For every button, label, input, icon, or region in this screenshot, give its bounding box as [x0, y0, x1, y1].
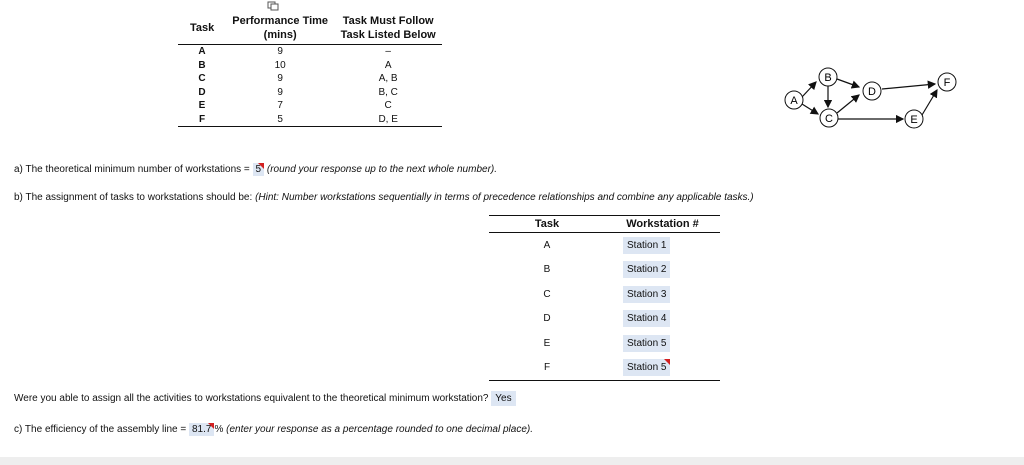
question-b-prefix: b) The assignment of tasks to workstations should be: — [14, 192, 256, 203]
question-a-hint: (round your response up to the next whole number). — [266, 164, 498, 175]
diagram-node-f — [938, 73, 956, 91]
table-row — [178, 59, 442, 73]
header-performance-time — [226, 12, 334, 45]
copy-icon[interactable] — [267, 1, 279, 11]
precedence-diagram — [770, 60, 970, 135]
header-time-line2: (mins) — [263, 29, 297, 41]
time-cell: 7 — [277, 100, 283, 111]
task-cell: E — [543, 337, 551, 349]
station-cell — [605, 282, 720, 307]
task-cell: E — [198, 100, 206, 111]
task-cell: F — [198, 113, 206, 125]
table-row — [178, 72, 442, 86]
diagram-node-c — [820, 109, 838, 127]
table-row — [178, 45, 442, 59]
follows-cell: – — [385, 46, 391, 57]
task-cell: A — [198, 46, 206, 57]
task-cell: B — [198, 59, 206, 71]
follows-cell: A, B — [378, 73, 398, 84]
svg-text:B: B — [824, 72, 832, 84]
question-b-hint: (Hint: Number workstations sequentially in terms of precedence relationships and combine any applicable tasks.) — [255, 192, 754, 203]
time-cell: 9 — [277, 46, 283, 57]
flag-icon — [258, 163, 264, 169]
table-row — [178, 113, 442, 127]
header-task: Task — [534, 218, 560, 230]
precedence-table — [178, 12, 442, 127]
table-row — [489, 233, 720, 258]
flag-icon — [208, 423, 214, 429]
svg-text:D: D — [868, 86, 876, 98]
task-cell: C — [198, 73, 206, 84]
table-row — [489, 331, 720, 356]
table-row — [489, 282, 720, 307]
station-answer[interactable]: Station 2 — [623, 261, 670, 278]
question-a-prefix: a) The theoretical minimum number of workstations = — [14, 164, 253, 175]
task-cell: A — [543, 239, 551, 251]
station-answer[interactable]: Station 5 — [623, 335, 670, 352]
header-follow-line1: Task Must Follow — [342, 15, 434, 27]
assignment-table — [489, 215, 720, 381]
table-row — [489, 258, 720, 283]
header-task: Task — [190, 22, 215, 34]
table-row — [489, 307, 720, 332]
time-cell: 9 — [277, 86, 283, 98]
diagram-node-d — [863, 82, 881, 100]
follows-cell: C — [384, 100, 392, 111]
svg-text:F: F — [943, 77, 951, 89]
time-cell: 5 — [277, 113, 283, 125]
time-cell: 9 — [277, 73, 283, 84]
header-task-must-follow — [334, 12, 442, 45]
svg-text:A: A — [790, 95, 798, 107]
assignment-table-header — [489, 216, 720, 233]
question-b — [14, 192, 754, 203]
station-cell — [605, 233, 720, 258]
station-answer[interactable]: Station 3 — [623, 286, 670, 303]
diagram-node-e — [905, 110, 923, 128]
header-workstation: Workstation # — [626, 218, 699, 230]
time-cell: 10 — [274, 59, 286, 71]
table-row — [489, 356, 720, 381]
station-cell — [605, 258, 720, 283]
footer-bar — [0, 457, 1024, 465]
question-c — [14, 423, 533, 436]
table-row — [178, 99, 442, 113]
station-answer[interactable]: Station 1 — [623, 237, 670, 254]
follows-cell: B, C — [378, 86, 398, 98]
assign-answer[interactable]: Yes — [491, 391, 515, 406]
svg-text:C: C — [825, 113, 833, 125]
svg-text:E: E — [910, 114, 918, 126]
diagram-node-a — [785, 91, 803, 109]
station-cell — [605, 331, 720, 356]
efficiency-answer[interactable]: 81.7 — [189, 423, 214, 436]
min-workstations-answer[interactable]: 5 — [253, 163, 265, 176]
question-assign — [14, 391, 516, 406]
station-answer[interactable]: Station 5 — [623, 359, 670, 376]
percent-unit: % — [214, 424, 224, 435]
station-cell — [605, 307, 720, 332]
follows-cell: D, E — [378, 113, 398, 125]
task-cell: B — [543, 264, 551, 276]
question-c-hint: (enter your response as a percentage rounded to one decimal place). — [226, 424, 534, 435]
question-assign-text: Were you able to assign all the activities to workstations equivalent to the theoretical minimum workstation? — [14, 393, 489, 404]
task-cell: D — [543, 313, 551, 325]
diagram-node-b — [819, 68, 837, 86]
station-answer[interactable]: Station 4 — [623, 310, 670, 327]
task-cell: D — [198, 86, 206, 98]
header-follow-line2: Task Listed Below — [340, 29, 436, 41]
question-a — [14, 163, 497, 176]
task-cell: C — [543, 288, 551, 300]
header-time-line1: Performance Time — [232, 15, 329, 27]
follows-cell: A — [384, 59, 392, 71]
station-cell — [605, 356, 720, 381]
task-cell: F — [543, 362, 551, 374]
question-c-prefix: c) The efficiency of the assembly line = — [14, 424, 189, 435]
flag-icon — [664, 359, 670, 365]
precedence-table-header — [178, 12, 442, 45]
table-row — [178, 86, 442, 100]
